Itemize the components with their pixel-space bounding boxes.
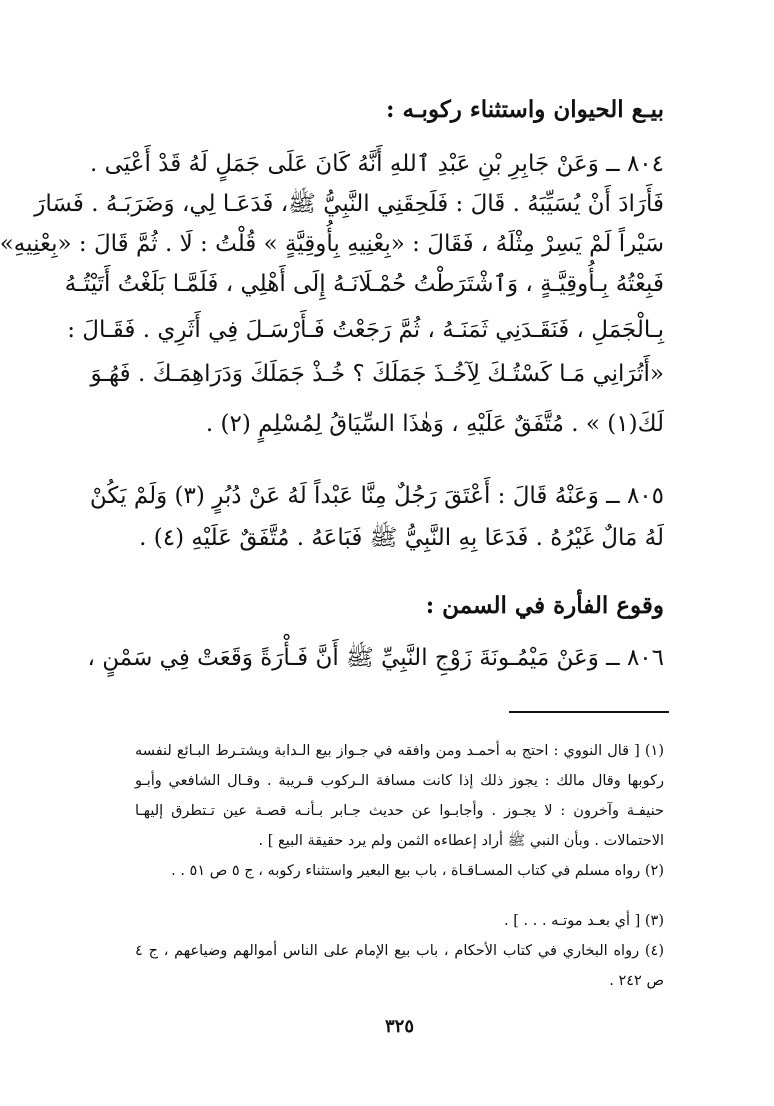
footnote-line: (٤) رواه البخاري في كتاب الأحكام ، باب بيع الإمام على الناس أموالهم وضياعهم ، ج ٤ [135,943,664,959]
footnote-line: حنيفـة وآخرون : لا يجـوز . وأجابـوا عن حديث جـابر بـأنـه قصـة عين تـتطرق إليهـا [135,803,664,819]
text-line: ٨٠٥ ــ وَعَنْهُ قَالَ : أَعْتَقَ رَجُلٌ مِنَّا عَبْداً لَهُ عَنْ دُبُرٍ (٣) وَلَمْ يَكُنْ [89,483,664,509]
text-line: سَيْراً لَمْ يَسِرْ مِثْلَهُ ، فَقَالَ : «بِعْنِيهِ بِأُوقِيَّةٍ » قُلْتُ : لَا . ثُمَّ قَالَ : «بِعْنِيهِ» [0,231,664,257]
page-number: ٣٢٥ [384,1016,414,1037]
footnote-line: ركوبها وقال مالك : يجوز ذلك إذا كانت مسافة الـركوب قـريبة . وقـال الشافعي وأبـو [135,773,664,789]
text-line: «أَتُرَانِي مَـا كَسْتُـكَ لِآخُـذَ جَمَلَكَ ؟ خُـذْ جَمَلَكَ وَدَرَاهِمَـكَ . فَهُـوَ [90,361,664,387]
text-line: لَكَ(١) » . مُتَّفَقٌ عَلَيْهِ ، وَهٰذَا السِّيَاقُ لِمُسْلِمٍ (٢) . [205,411,664,437]
text-line: بِـالْجَمَلِ ، فَنَقَـدَنِي ثَمَنَـهُ ، ثُمَّ رَجَعْتُ فَـأَرْسَـلَ فِي أَثَرِي . فَقَـالَ : [67,317,664,343]
text-line: ٨٠٦ ــ وَعَنْ مَيْمُـونَةَ زَوْجِ النَّبِيِّ ﷺ أَنَّ فَـأْرَةً وَقَعَتْ فِي سَمْنٍ ، [87,645,664,671]
footnote-line: (١) [ قال النووي : احتج به أحمـد ومن وافقه في جـواز بيع الـدابة ويشتـرط البـائع لنفسه [135,743,664,759]
section-heading-mouse-in-ghee: وقوع الفأرة في السمن : [425,592,664,619]
footnote-line: ص ٢٤٢ . [609,973,664,989]
footnote-line: الاحتمالات . وبأن النبي ﷺ أراد إعطاءه الثمن ولم يرد حقيقة البيع ] . [258,833,664,849]
footnote-line: (٣) [ أي بعـد موتـه . . . ] . [504,913,664,929]
text-line: لَهُ مَالٌ غَيْرُهُ . فَدَعَا بِهِ النَّبِيُّ ﷺ فَبَاعَهُ . مُتَّفَقٌ عَلَيْهِ (٤) . [139,525,664,551]
text-line: ٨٠٤ ــ وَعَنْ جَابِرِ بْنِ عَبْدِ ٱللهِ أَنَّهُ كَانَ عَلَى جَمَلٍ لَهُ قَدْ أَعْيَى . [90,151,664,177]
text-line: فَبِعْتُهُ بِـأُوقِيَّـةٍ ، وَٱشْتَرَطْتُ حُمْـلَانَـهُ إِلَى أَهْلِي ، فَلَمَّـا بَلَغْتُ أَتَيْتُـهُ [64,271,664,297]
text-line: فَأَرَادَ أَنْ يُسَيِّبَهُ . قَالَ : فَلَحِقَنِي النَّبِيُّ ﷺ، فَدَعَـا لِي، وَضَرَبَـهُ . فَسَارَ [34,191,664,217]
section-heading-animal-sale: بيـع الحيوان واستثناء ركوبـه : [385,96,664,123]
footnote-separator [509,711,669,713]
footnote-line: (٢) رواه مسلم في كتاب المسـاقـاة ، باب بيع البعير واستثناء ركوبه ، ج ٥ ص ٥١ . . [171,863,664,879]
